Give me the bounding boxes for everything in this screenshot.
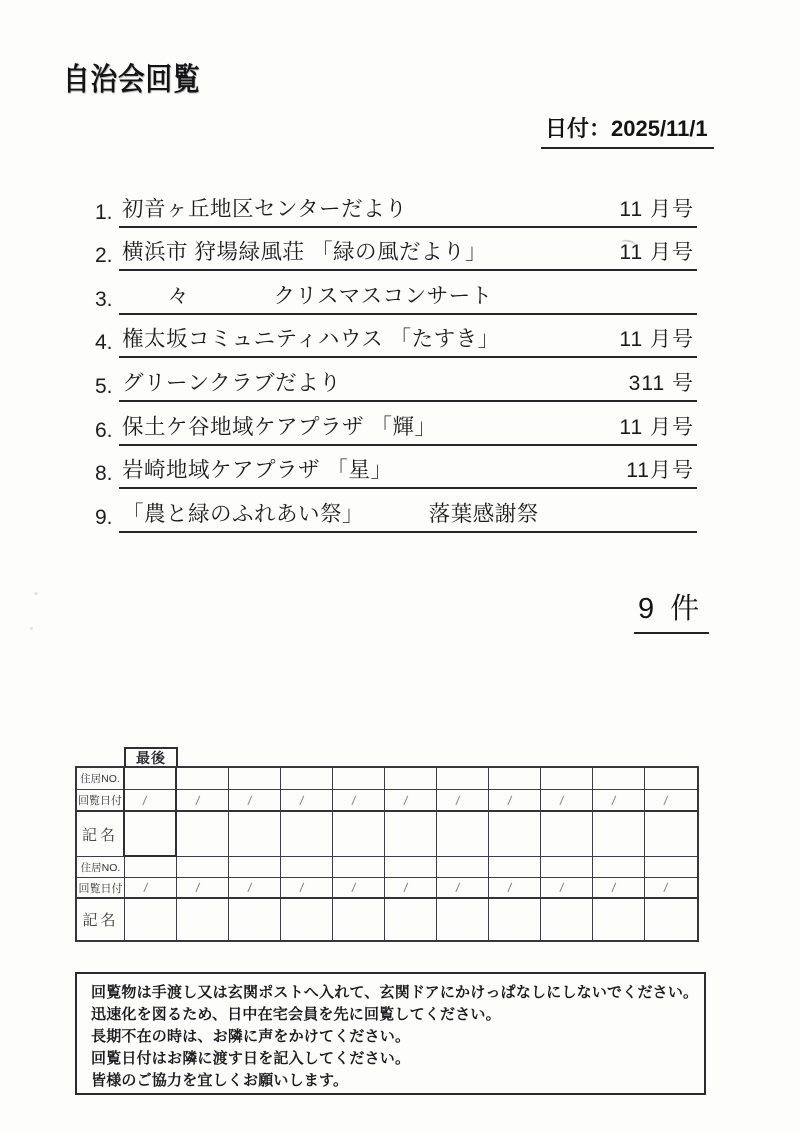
item-title: 横浜市 狩場緑風荘 「緑の風だより」 — [122, 240, 487, 265]
date-entry-cell — [385, 878, 437, 899]
empty-entry-cell — [333, 812, 385, 857]
slash-mark: / — [454, 879, 461, 896]
date-entry-cell — [333, 790, 385, 812]
date-label: 日付：2025/11/1 — [541, 112, 714, 149]
item-number: 1. — [95, 200, 113, 224]
circulation-date-row — [77, 878, 697, 899]
date-entry-cell — [281, 790, 333, 812]
item-issue: 311 号 — [628, 371, 694, 395]
slash-mark: / — [142, 792, 148, 808]
slash-mark: / — [298, 792, 305, 808]
notice-line: 長期不在の時は、お隣に声をかけてください。 — [91, 1027, 411, 1045]
empty-entry-cell — [333, 768, 385, 790]
empty-entry-cell — [385, 899, 437, 940]
empty-entry-cell — [333, 857, 385, 878]
date-entry-cell — [125, 878, 177, 899]
empty-entry-cell — [281, 768, 333, 790]
item-underline — [119, 366, 697, 402]
empty-entry-cell — [125, 768, 177, 790]
item-number: 6. — [95, 418, 113, 442]
circulation-date-label: 回覧日付 — [77, 790, 125, 812]
house-no-label: 住居NO. — [77, 768, 125, 790]
slash-mark: / — [298, 879, 305, 896]
empty-entry-cell — [541, 812, 593, 857]
item-title: 権太坂コミュニティハウス 「たすき」 — [122, 327, 500, 352]
circulation-date-label: 回覧日付 — [77, 878, 125, 899]
date-entry-cell — [333, 878, 385, 899]
list-item — [95, 446, 697, 490]
item-title: グリーンクラブだより — [122, 370, 342, 395]
date-entry-cell — [645, 790, 697, 812]
empty-entry-cell — [385, 768, 437, 790]
date-entry-cell — [541, 790, 593, 812]
slash-mark: / — [194, 792, 201, 808]
empty-entry-cell — [177, 857, 229, 878]
empty-entry-cell — [177, 812, 229, 857]
item-issue: 11 月号 — [619, 197, 694, 221]
slash-mark: / — [350, 879, 357, 896]
empty-entry-cell — [541, 768, 593, 790]
slash-mark: / — [558, 792, 565, 808]
slash-mark: / — [610, 879, 617, 896]
item-issue: 11 月号 — [619, 415, 694, 439]
signature-row — [77, 812, 697, 857]
empty-entry-cell — [125, 812, 177, 857]
item-number: 3. — [95, 287, 113, 311]
item-number: 8. — [95, 462, 113, 486]
item-number: 2. — [95, 244, 113, 268]
empty-entry-cell — [593, 857, 645, 878]
empty-entry-cell — [593, 768, 645, 790]
item-underline — [119, 322, 697, 358]
date-entry-cell — [593, 790, 645, 812]
notice-line: 回覧日付はお隣に渡す日を記入してください。 — [91, 1049, 411, 1067]
item-underline — [119, 192, 697, 228]
circulation-date-row — [77, 790, 697, 812]
empty-entry-cell — [489, 899, 541, 940]
list-item — [95, 315, 697, 359]
circulation-roster-table — [75, 766, 699, 942]
empty-entry-cell — [229, 768, 281, 790]
empty-entry-cell — [177, 899, 229, 940]
date-entry-cell — [281, 878, 333, 899]
date-entry-cell — [593, 878, 645, 899]
item-title: 岩崎地域ケアプラザ 「星」 — [122, 458, 393, 483]
circulated-items-list — [95, 184, 697, 533]
empty-entry-cell — [281, 812, 333, 857]
empty-entry-cell — [645, 812, 697, 857]
item-title: 々 クリスマスコンサート — [122, 283, 493, 308]
empty-entry-cell — [177, 768, 229, 790]
list-item — [95, 228, 697, 272]
item-title: 「農と緑のふれあい祭」 落葉感謝祭 — [122, 501, 539, 526]
item-underline — [119, 410, 697, 446]
slash-mark: / — [350, 792, 357, 808]
date-entry-cell — [489, 878, 541, 899]
item-number: 4. — [95, 331, 113, 355]
date-entry-cell — [229, 878, 281, 899]
empty-entry-cell — [229, 899, 281, 940]
empty-entry-cell — [593, 812, 645, 857]
signature-label: 記名 — [77, 812, 125, 857]
empty-entry-cell — [437, 768, 489, 790]
scan-speck — [34, 592, 38, 595]
item-underline — [119, 453, 697, 489]
list-item — [95, 271, 697, 315]
list-item — [95, 489, 697, 533]
signature-label: 記名 — [77, 899, 125, 940]
slash-mark: / — [506, 879, 513, 896]
date-entry-cell — [385, 790, 437, 812]
slash-mark: / — [454, 792, 461, 808]
item-issue: 11 月号 — [619, 241, 694, 265]
date-entry-cell — [437, 790, 489, 812]
empty-entry-cell — [489, 768, 541, 790]
last-recipient-marker: 最後 — [124, 747, 178, 766]
date-entry-cell — [125, 790, 177, 812]
empty-entry-cell — [125, 857, 177, 878]
date-entry-cell — [177, 790, 229, 812]
empty-entry-cell — [229, 857, 281, 878]
slash-mark: / — [402, 792, 409, 808]
empty-entry-cell — [645, 768, 697, 790]
list-item — [95, 358, 697, 402]
page-title: 自治会回覧 — [63, 62, 201, 97]
house-no-label: 住居NO. — [77, 857, 125, 878]
scan-speck — [30, 627, 33, 630]
item-underline — [119, 497, 697, 533]
date-entry-cell — [489, 790, 541, 812]
total-count: 9 件 — [634, 586, 709, 634]
empty-entry-cell — [437, 812, 489, 857]
item-issue: 11月号 — [626, 459, 694, 483]
date-entry-cell — [541, 878, 593, 899]
date-entry-cell — [177, 878, 229, 899]
empty-entry-cell — [125, 899, 177, 940]
item-title: 保土ケ谷地域ケアプラザ 「輝」 — [122, 414, 437, 439]
empty-entry-cell — [489, 812, 541, 857]
item-issue: 11 月号 — [619, 328, 694, 352]
slash-mark: / — [663, 879, 669, 896]
empty-entry-cell — [385, 857, 437, 878]
empty-entry-cell — [593, 899, 645, 940]
date-entry-cell — [229, 790, 281, 812]
instructions-notice-box — [75, 972, 706, 1095]
item-number: 5. — [95, 374, 113, 398]
date-entry-cell — [645, 878, 697, 899]
notice-line: 皆様のご協力を宜しくお願いします。 — [91, 1071, 349, 1089]
empty-entry-cell — [541, 857, 593, 878]
slash-mark: / — [194, 879, 201, 896]
item-title: 初音ヶ丘地区センターだより — [122, 196, 408, 221]
notice-line: 回覧物は手渡し又は玄関ポストへ入れて、玄関ドアにかけっぱなしにしないでください。 — [91, 984, 699, 1001]
slash-mark: / — [558, 879, 565, 896]
empty-entry-cell — [437, 899, 489, 940]
empty-entry-cell — [645, 899, 697, 940]
empty-entry-cell — [645, 857, 697, 878]
slash-mark: / — [663, 792, 669, 808]
signature-row — [77, 899, 697, 940]
house-no-row — [77, 768, 697, 790]
empty-entry-cell — [229, 812, 281, 857]
empty-entry-cell — [541, 899, 593, 940]
list-item — [95, 184, 697, 228]
item-number: 9. — [95, 505, 113, 529]
house-no-row — [77, 857, 697, 878]
item-underline — [119, 279, 697, 315]
empty-entry-cell — [333, 899, 385, 940]
list-item — [95, 402, 697, 446]
empty-entry-cell — [437, 857, 489, 878]
slash-mark: / — [402, 879, 409, 896]
empty-entry-cell — [281, 857, 333, 878]
item-underline — [119, 235, 697, 271]
date-entry-cell — [437, 878, 489, 899]
empty-entry-cell — [385, 812, 437, 857]
slash-mark: / — [246, 879, 253, 896]
slash-mark: / — [246, 792, 253, 808]
notice-line: 迅速化を図るため、日中在宅会員を先に回覧してください。 — [91, 1005, 501, 1023]
slash-mark: / — [506, 792, 513, 808]
empty-entry-cell — [281, 899, 333, 940]
empty-entry-cell — [489, 857, 541, 878]
slash-mark: / — [610, 792, 617, 808]
slash-mark: / — [142, 879, 149, 896]
